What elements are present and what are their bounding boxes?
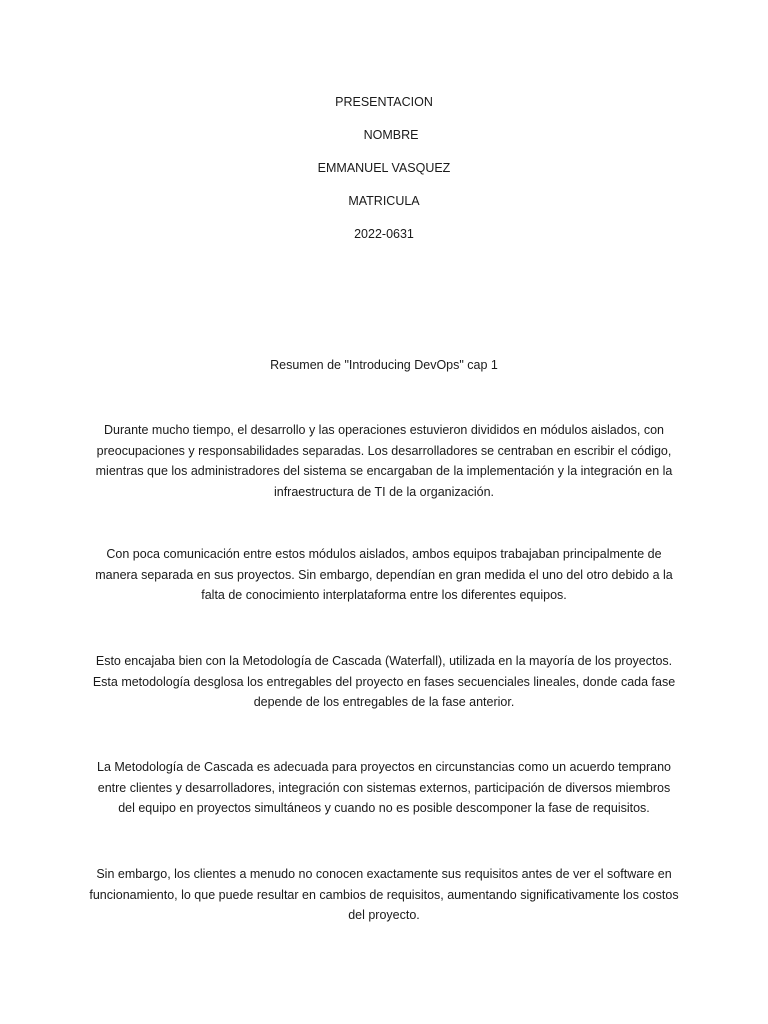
- paragraph: Con poca comunicación entre estos módulos aislados, ambos equipos trabajaban principalmente de manera separada en sus proyectos. Sin embargo, dependían en gran medida el uno del otro debido a la falta de conocimiento interplataforma entre los diferentes equipos.: [95, 547, 673, 603]
- id-label: MATRICULA: [348, 194, 420, 208]
- summary-heading: Resumen de "Introducing DevOps" cap 1: [270, 358, 498, 372]
- paragraph: Sin embargo, los clientes a menudo no conocen exactamente sus requisitos antes de ver el software en funcionamiento, lo que puede resultar en cambios de requisitos, aumentando significativamente los costos del proyecto.: [89, 867, 679, 923]
- cover-block: [0, 92, 768, 257]
- name-value: EMMANUEL VASQUEZ: [317, 161, 451, 175]
- paragraph: Durante mucho tiempo, el desarrollo y las operaciones estuvieron divididos en módulos aislados, con preocupaciones y responsabilidades separadas. Los desarrolladores se centraban en escribir el código, mientras que los administradores del sistema se encargaban de la implementación y la integración en la infraestructura de TI de la organización.: [95, 423, 673, 499]
- presentation-title: PRESENTACION: [335, 95, 433, 109]
- paragraph: La Metodología de Cascada es adecuada para proyectos en circunstancias como un acuerdo temprano entre clientes y desarrolladores, integración con sistemas externos, participación de diversos miembros del equipo en proyectos simultáneos y cuando no es posible descomponer la fase de requisitos.: [97, 760, 671, 816]
- id-value: 2022-0631: [354, 227, 414, 241]
- paragraph: Esto encajaba bien con la Metodología de Cascada (Waterfall), utilizada en la mayoría de los proyectos. Esta metodología desglosa los entregables del proyecto en fases secuenciales lineales, donde cada fase depende de los entregables de la fase anterior.: [92, 654, 676, 710]
- name-label: NOMBRE: [363, 128, 419, 142]
